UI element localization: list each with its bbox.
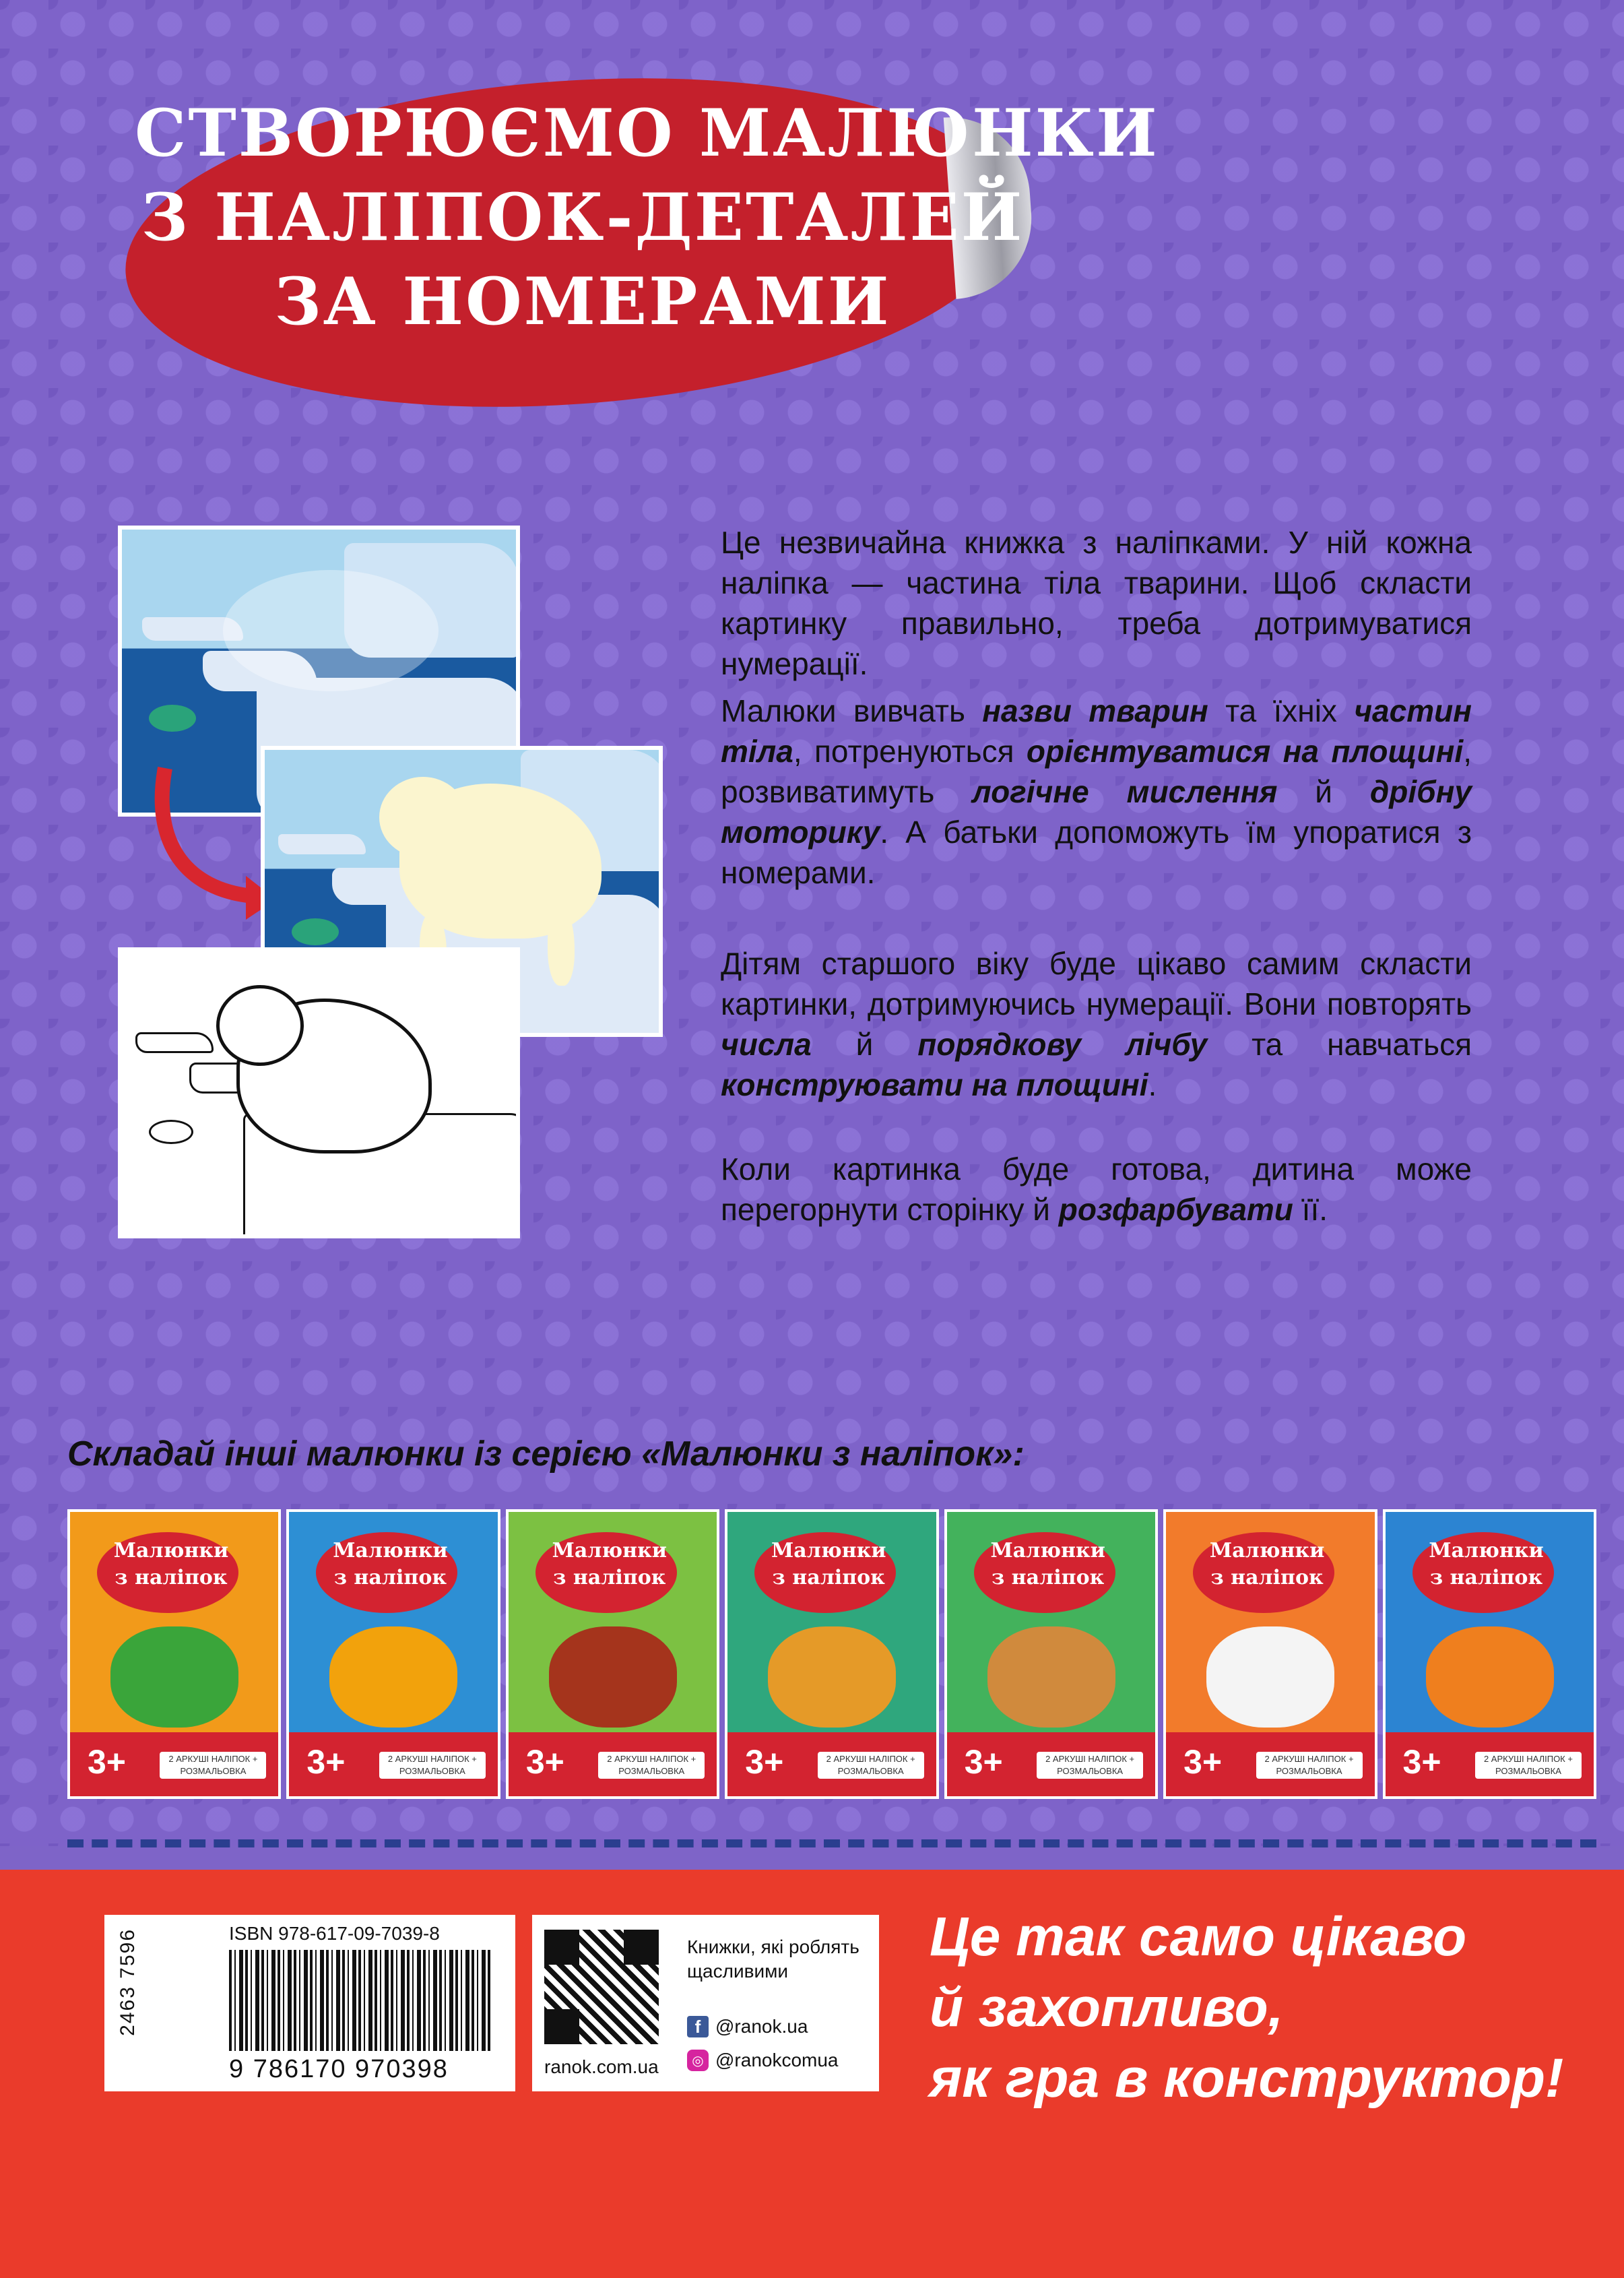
p2-emphasis: орієнтуватися на площині — [1026, 734, 1464, 769]
promo-line-2: й захопливо, — [930, 1977, 1284, 2038]
book-tag: 2 АРКУШІ НАЛІПОК + РОЗМАЛЬОВКА — [379, 1752, 486, 1779]
ean-number: 9 786170 970398 — [229, 2055, 449, 2083]
internal-code: 2463 7596 — [117, 1928, 139, 2036]
p4-emphasis: розфарбувати — [1058, 1192, 1293, 1227]
p3-emphasis: порядкову лічбу — [917, 1027, 1208, 1062]
p4-text: її. — [1293, 1192, 1328, 1227]
book-title — [754, 1538, 903, 1591]
p2-emphasis: назви тварин — [982, 693, 1208, 728]
p2-text: , потренуються — [793, 734, 1027, 769]
barcode-icon — [229, 1950, 492, 2051]
promo-line-1: Це так само цікаво — [930, 1906, 1467, 1967]
p2-text: й — [1277, 774, 1370, 809]
book-illustration — [1206, 1626, 1334, 1728]
promo-line-3: як гра в конструктор! — [930, 2048, 1564, 2109]
promo-slogan — [930, 1901, 1603, 2114]
barcode-panel — [104, 1915, 515, 2091]
instagram-icon: ◎ — [687, 2050, 709, 2071]
book-title — [97, 1538, 245, 1591]
book-tag: 2 АРКУШІ НАЛІПОК + РОЗМАЛЬОВКА — [1037, 1752, 1143, 1779]
book-title-line-1: Малюнки — [552, 1539, 668, 1562]
p2-emphasis: дрібну моторику — [721, 774, 1472, 850]
book-title-line-1: Малюнки — [990, 1539, 1105, 1562]
description-paragraph-4 — [721, 1149, 1472, 1230]
book-tag: 2 АРКУШІ НАЛІПОК + РОЗМАЛЬОВКА — [1256, 1752, 1363, 1779]
book-title-line-1: Малюнки — [113, 1539, 229, 1562]
publisher-panel — [532, 1915, 879, 2091]
book-title-line-1: Малюнки — [1209, 1539, 1325, 1562]
publisher-site-link[interactable]: ranok.com.ua — [544, 2056, 659, 2077]
age-badge: 3+ — [1402, 1743, 1441, 1781]
series-book-cover[interactable] — [1383, 1509, 1596, 1799]
book-illustration — [329, 1626, 457, 1728]
p2-text: , розвиватимуть — [721, 734, 1472, 809]
p2-text: . А батьки допоможуть їм упоратися з номерами. — [721, 815, 1472, 890]
series-book-cover[interactable] — [944, 1509, 1158, 1799]
series-books — [67, 1509, 1596, 1799]
book-illustration — [987, 1626, 1115, 1728]
facebook-icon: f — [687, 2016, 709, 2037]
p2-text: Малюки вивчать — [721, 693, 983, 728]
book-tag: 2 АРКУШІ НАЛІПОК + РОЗМАЛЬОВКА — [1475, 1752, 1582, 1779]
age-badge: 3+ — [1183, 1743, 1223, 1781]
p3-text: та навчаться — [1207, 1027, 1472, 1062]
age-badge: 3+ — [88, 1743, 127, 1781]
dashed-divider — [67, 1839, 1596, 1847]
book-title-line-2: з наліпок — [992, 1566, 1105, 1589]
page-title — [135, 91, 1159, 344]
p3-text: Дітям старшого віку буде цікаво самим скласти картинки, дотримуючись нумерації. Вони повторять — [721, 946, 1472, 1021]
series-caption: Складай інші малюнки із серією «Малюнки з наліпок»: — [67, 1434, 1025, 1474]
book-title — [316, 1538, 464, 1591]
title-line-2: З НАЛІПОК-ДЕТАЛЕЙ — [141, 179, 1025, 255]
book-title-line-2: з наліпок — [1429, 1566, 1543, 1589]
facebook-handle: @ranok.ua — [715, 2016, 808, 2037]
book-illustration — [110, 1626, 238, 1728]
book-title-line-1: Малюнки — [771, 1539, 886, 1562]
description-paragraph-3 — [721, 943, 1472, 1105]
p3-emphasis: числа — [721, 1027, 812, 1062]
facebook-link[interactable] — [687, 2016, 808, 2037]
series-book-cover[interactable] — [725, 1509, 938, 1799]
book-title-line-1: Малюнки — [333, 1539, 448, 1562]
book-title-line-1: Малюнки — [1429, 1539, 1544, 1562]
description-paragraph-2 — [721, 691, 1472, 893]
p3-emphasis: конструювати на площині — [721, 1067, 1148, 1102]
p4-text: Коли картинка буде готова, дитина може перегорнути сторінку й — [721, 1151, 1472, 1227]
book-illustration — [549, 1626, 677, 1728]
series-book-cover[interactable] — [286, 1509, 500, 1799]
age-badge: 3+ — [306, 1743, 346, 1781]
book-tag: 2 АРКУШІ НАЛІПОК + РОЗМАЛЬОВКА — [598, 1752, 705, 1779]
book-title — [974, 1538, 1122, 1591]
instagram-link[interactable] — [687, 2050, 839, 2071]
qr-code-icon[interactable] — [544, 1930, 659, 2044]
p3-text: . — [1148, 1067, 1157, 1102]
book-title-line-2: з наліпок — [333, 1566, 447, 1589]
title-line-1: СТВОРЮЄМО МАЛЮНКИ — [135, 95, 1159, 171]
instagram-handle: @ranokcomua — [715, 2050, 839, 2070]
book-illustration — [1426, 1626, 1554, 1728]
p2-emphasis: логічне мислення — [972, 774, 1278, 809]
arrow-icon — [145, 761, 280, 923]
book-illustration — [768, 1626, 896, 1728]
p2-text: та їхніх — [1208, 693, 1355, 728]
book-title-line-2: з наліпок — [115, 1566, 228, 1589]
book-tag: 2 АРКУШІ НАЛІПОК + РОЗМАЛЬОВКА — [818, 1752, 924, 1779]
description-paragraph-1: Це незвичайна книжка з наліпками. У ній кожна наліпка — частина тіла тварини. Щоб скласти картинку правильно, треба дотримуватися нумерації. — [721, 525, 1472, 681]
book-title-line-2: з наліпок — [772, 1566, 885, 1589]
book-title — [535, 1538, 684, 1591]
p2-emphasis: частин тіла — [721, 693, 1472, 769]
book-title-line-2: з наліпок — [1210, 1566, 1324, 1589]
publisher-slogan: Книжки, які роблять щасливими — [687, 1936, 859, 1982]
illustration-coloring-page — [118, 947, 520, 1238]
book-title — [1193, 1538, 1341, 1591]
book-title-line-2: з наліпок — [553, 1566, 666, 1589]
age-badge: 3+ — [525, 1743, 564, 1781]
book-title — [1412, 1538, 1561, 1591]
series-book-cover[interactable] — [1163, 1509, 1377, 1799]
isbn-label: ISBN 978-617-09-7039-8 — [229, 1923, 440, 1944]
p3-text: й — [811, 1027, 918, 1062]
age-badge: 3+ — [964, 1743, 1003, 1781]
series-book-cover[interactable] — [67, 1509, 281, 1799]
series-book-cover[interactable] — [506, 1509, 719, 1799]
title-line-3: ЗА НОМЕРАМИ — [274, 263, 891, 340]
book-tag: 2 АРКУШІ НАЛІПОК + РОЗМАЛЬОВКА — [160, 1752, 266, 1779]
age-badge: 3+ — [745, 1743, 784, 1781]
